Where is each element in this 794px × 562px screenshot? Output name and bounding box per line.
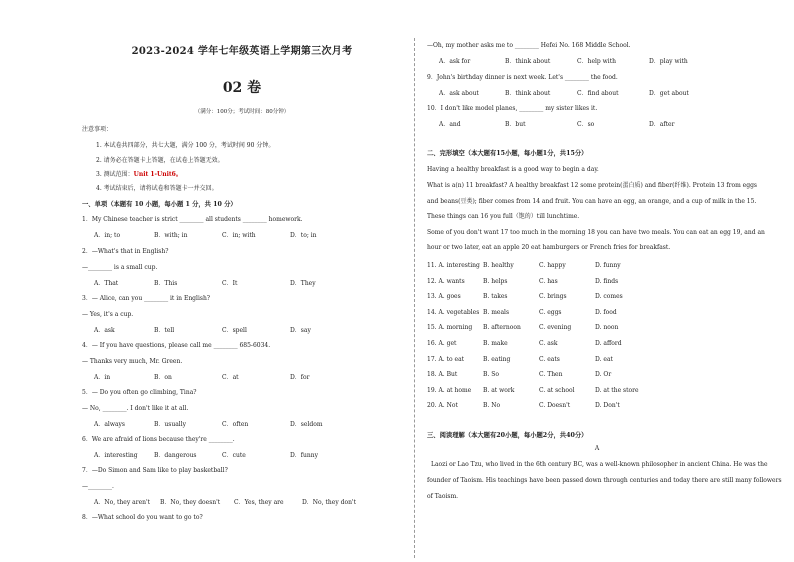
cloze-line: Some of you don't want 17 too much in the morning 18 you can have two meals. You can eat an egg 19, and an: [427, 229, 765, 236]
question-3-stem: 3．— Alice, can you ________ it in English?: [82, 295, 211, 302]
question-5-stem: 5．— Do you often go climbing, Tina?: [82, 389, 197, 396]
question-7-stem: 7．—Do Simon and Sam like to play basketball?: [82, 467, 228, 474]
cloze-option-b[interactable]: B. So: [483, 371, 499, 379]
cloze-option-d[interactable]: D. Don't: [595, 402, 620, 410]
cloze-option-c[interactable]: C. has: [539, 277, 558, 285]
cloze-option-c[interactable]: C. Then: [539, 371, 563, 379]
cloze-option-c[interactable]: C. eggs: [539, 308, 562, 316]
cloze-line: What is a(n) 11 breakfast? A healthy breakfast 12 some protein(蛋白质) and fiber(纤维). Protein 13 from eggs: [427, 182, 757, 189]
cloze-option-c[interactable]: C. at school: [539, 386, 575, 394]
question-1-stem: 1．My Chinese teacher is strict ________ all students ________ homework.: [82, 216, 303, 223]
option-c[interactable]: C．find about: [577, 90, 619, 97]
cloze-option-d[interactable]: D. food: [595, 308, 617, 316]
cloze-option-d[interactable]: D. at the store: [595, 386, 639, 394]
cloze-line: These things can 16 you full（饱的）till lunchtime.: [427, 213, 580, 220]
question-9-stem: 9．John's birthday dinner is next week. Let's ________ the food.: [427, 74, 618, 81]
cloze-option-a[interactable]: 19. A. at home: [427, 386, 472, 394]
cloze-option-a[interactable]: 15. A. morning: [427, 324, 473, 332]
cloze-option-d[interactable]: D. finds: [595, 277, 619, 285]
option-d[interactable]: D．They: [290, 280, 316, 287]
option-a[interactable]: A．ask for: [439, 58, 471, 65]
cloze-line: and beans(豆类); fiber comes from 14 and fruit. You can have an egg, an orange, and a cup of milk in the 15.: [427, 198, 757, 205]
cloze-option-d[interactable]: D. Or: [595, 371, 612, 379]
cloze-option-d[interactable]: D. funny: [595, 262, 621, 269]
cloze-option-b[interactable]: B. No: [483, 402, 501, 410]
option-a[interactable]: A．No, they aren't: [94, 499, 151, 506]
cloze-option-b[interactable]: B. eating: [483, 355, 511, 363]
option-d[interactable]: D．to; in: [290, 232, 317, 239]
question-3-line2: — Yes, it's a cup.: [82, 311, 134, 318]
cloze-option-a[interactable]: 16. A. get: [427, 340, 457, 347]
cloze-option-c[interactable]: C. brings: [539, 293, 567, 301]
passage-label: A: [594, 445, 600, 452]
option-c[interactable]: C．cute: [222, 452, 246, 459]
section3-heading: 三、阅读理解（本大题有20小题，每小题2分，共40分）: [427, 432, 588, 439]
option-b[interactable]: B．think about: [505, 90, 551, 97]
option-c[interactable]: C．spell: [222, 327, 247, 334]
option-d[interactable]: D．No, they don't: [302, 499, 356, 506]
option-a[interactable]: A．and: [439, 121, 461, 128]
cloze-option-c[interactable]: C. happy: [539, 262, 566, 269]
cloze-option-b[interactable]: B. helps: [483, 277, 508, 285]
option-d[interactable]: D．get about: [649, 90, 689, 97]
option-c[interactable]: C．at: [222, 374, 239, 381]
question-8-stem: 8．—What school do you want to go to?: [82, 514, 203, 521]
reading-line: Laozi or Lao Tzu, who lived in the 6th century BC, was a well-known philosopher in ancient China. He was the: [431, 461, 768, 468]
option-b[interactable]: B．dangerous: [154, 452, 197, 459]
cloze-line: hour or two later, eat an apple 20 eat hamburgers or French fries for breakfast.: [427, 244, 671, 251]
cloze-option-b[interactable]: B. takes: [483, 293, 508, 301]
option-b[interactable]: B．but: [505, 121, 526, 128]
column-divider: [414, 38, 415, 558]
reading-line: founder of Taoism. His teachings have been passed down through centuries and today there are still many followers: [427, 477, 782, 484]
cloze-option-a[interactable]: 20. A. Not: [427, 402, 458, 410]
reading-line: of Taoism.: [427, 493, 459, 500]
option-b[interactable]: B．usually: [154, 421, 187, 428]
note-1: 1. 本试卷共四部分，共七大题，满分 100 分，考试时间 90 分钟。: [96, 142, 275, 149]
option-b[interactable]: B．This: [154, 280, 178, 287]
cloze-option-b[interactable]: B. at work: [483, 386, 515, 394]
cloze-option-a[interactable]: 13. A. goes: [427, 293, 461, 301]
option-a[interactable]: A．in; to: [94, 232, 121, 239]
notes-heading: 注意事项：: [82, 126, 113, 133]
section2-heading: 二、完形填空（本大题有15小题，每小题1分，共15分）: [427, 150, 588, 157]
section1-heading: 一、单项（本题有 10 小题，每小题 1 分，共 10 分）: [82, 201, 237, 208]
option-c[interactable]: C．help with: [577, 58, 617, 65]
option-c[interactable]: C．It: [222, 280, 238, 287]
exam-title: 2023-2024 学年七年级英语上学期第三次月考: [131, 46, 353, 57]
note-2: 2. 请务必在答题卡上答题，在试卷上答题无效。: [96, 157, 224, 164]
option-b[interactable]: B．No, they doesn't: [160, 499, 221, 506]
question-5-line2: — No, ________. I don't like it at all.: [82, 405, 189, 412]
question-2-line2: —________ is a small cup.: [82, 264, 158, 271]
option-b[interactable]: B．on: [154, 374, 172, 381]
option-b[interactable]: B．with; in: [154, 232, 188, 239]
option-c[interactable]: C．in; with: [222, 232, 256, 239]
option-d[interactable]: D．seldom: [290, 421, 323, 428]
option-c[interactable]: C．often: [222, 421, 249, 428]
option-a[interactable]: A．interesting: [94, 452, 138, 459]
option-c[interactable]: C．so: [577, 121, 595, 128]
cloze-option-d[interactable]: D. noon: [595, 324, 619, 332]
cloze-title: Having a healthy breakfast is a good way to begin a day.: [427, 166, 599, 173]
question-8-line2: —Oh, my mother asks me to ________ Hefei No. 168 Middle School.: [427, 42, 631, 49]
cloze-option-b[interactable]: B. meals: [483, 308, 510, 316]
option-a[interactable]: A．That: [94, 280, 119, 287]
option-d[interactable]: D．say: [290, 327, 311, 334]
option-a[interactable]: A．ask about: [439, 90, 479, 97]
question-4-stem: 4．— If you have questions, please call me ________ 685-6034.: [82, 342, 271, 349]
cloze-option-c[interactable]: C. evening: [539, 324, 572, 332]
test-range: Unit 1-Unit6。: [133, 171, 182, 178]
cloze-option-a[interactable]: 12. A. wants: [427, 277, 465, 285]
cloze-option-b[interactable]: B. make: [483, 340, 508, 347]
cloze-option-c[interactable]: C. eats: [539, 355, 560, 363]
option-c[interactable]: C．Yes, they are: [234, 499, 284, 506]
question-7-line2: —________.: [82, 483, 114, 490]
note-4: 4. 考试结束后，请将试卷和答题卡一并交回。: [96, 185, 218, 192]
cloze-option-b[interactable]: B. afternoon: [483, 324, 521, 332]
cloze-option-b[interactable]: B. healthy: [483, 262, 514, 269]
cloze-option-a[interactable]: 18. A. But: [427, 371, 458, 379]
option-a[interactable]: A．always: [94, 421, 126, 428]
option-a[interactable]: A．ask: [94, 327, 115, 334]
cloze-option-d[interactable]: D. comes: [595, 293, 623, 301]
option-d[interactable]: D．funny: [290, 452, 319, 459]
option-d[interactable]: D．after: [649, 121, 675, 128]
cloze-option-c[interactable]: C. Doesn't: [539, 402, 571, 410]
cloze-option-a[interactable]: 11. A. interesting: [427, 262, 480, 269]
option-d[interactable]: D．for: [290, 374, 310, 381]
question-10-stem: 10．I don't like model planes, ________ my sister likes it.: [427, 105, 598, 112]
note-3: 3. 测试范围：Unit 1-Unit6。: [96, 171, 182, 178]
cloze-option-c[interactable]: C. ask: [539, 340, 558, 347]
score-note: （满分：100分；考试时间：80分钟）: [194, 109, 290, 115]
cloze-option-d[interactable]: D. eat: [595, 355, 613, 363]
option-b[interactable]: B．tell: [154, 327, 175, 334]
cloze-option-a[interactable]: 17. A. to eat: [427, 355, 465, 363]
option-d[interactable]: D．play with: [649, 58, 688, 65]
option-a[interactable]: A．in: [94, 374, 111, 381]
question-2-stem: 2．—What's that in English?: [82, 248, 169, 255]
volume-label: 02 卷: [222, 80, 262, 96]
cloze-option-a[interactable]: 14. A. vegetables: [427, 308, 480, 316]
question-6-stem: 6．We are afraid of lions because they're ________.: [82, 436, 235, 443]
cloze-option-d[interactable]: D. afford: [595, 340, 622, 347]
question-4-line2: — Thanks very much, Mr. Green.: [82, 358, 183, 365]
option-b[interactable]: B．think about: [505, 58, 551, 65]
